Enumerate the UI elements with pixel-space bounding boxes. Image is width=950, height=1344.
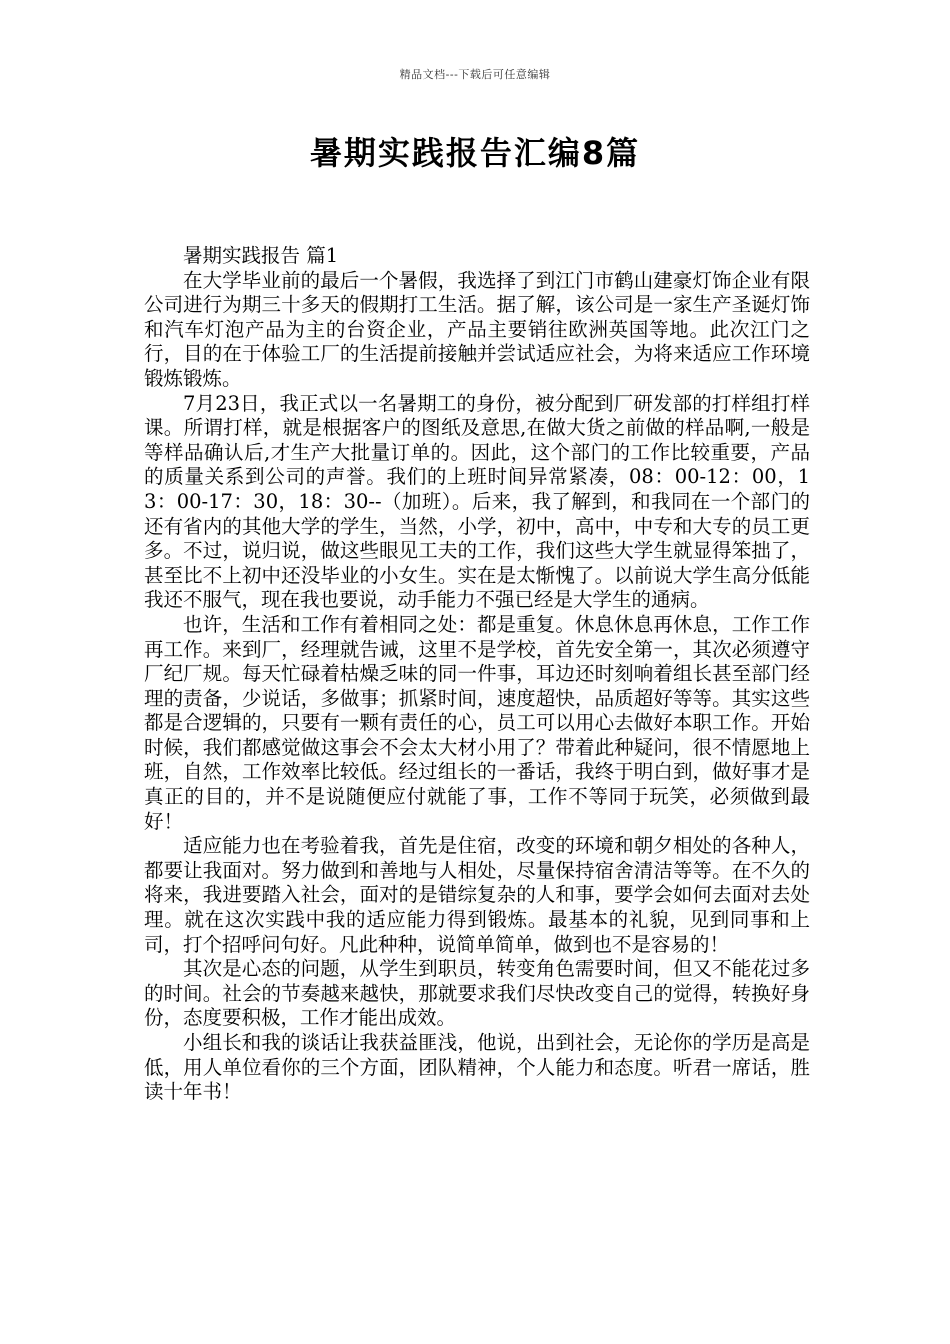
paragraph-adaptability: 适应能力也在考验着我，首先是住宿，改变的环境和朝夕相处的各种人，都要让我面对。努力做到和善地与人相处，尽量保持宿舍清洁等等。在不久的将来，我进要踏入社会，面对的是错综复杂的人和事，要学会如何去面对去处理。就在这次实践中我的适应能力得到锻炼。最基本的礼貌，见到同事和上司，打个招呼问句好。凡此种种，说简单简单，做到也不是容易的！ [144, 834, 810, 956]
paragraph-intro: 在大学毕业前的最后一个暑假，我选择了到江门市鹤山建豪灯饰企业有限公司进行为期三十多天的假期打工生活。据了解，该公司是一家生产圣诞灯饰和汽车灯泡产品为主的台资企业，产品主要销往欧洲英国等地。此次江门之行，目的在于体验工厂的生活提前接触并尝试适应社会，为将来适应工作环境锻炼锻炼。 [144, 268, 810, 390]
paragraph-mindset: 其次是心态的问题，从学生到职员，转变角色需要时间，但又不能花过多的时间。社会的节奏越来越快，那就要求我们尽快改变自己的觉得，转换好身份，态度要积极，工作才能出成效。 [144, 957, 810, 1030]
document-body [144, 244, 810, 1105]
document-title: 暑期实践报告汇编8篇 [309, 134, 641, 172]
page-header-note: 精品文档---下载后可任意编辑 [399, 68, 551, 81]
paragraph-assignment: 7月23日，我正式以一名暑期工的身份，被分配到厂研发部的打样组打样课。所谓打样，就是根据客户的图纸及意思,在做大货之前做的样品啊,一般是等样品确认后,才生产大批量订单的。因此，这个部门的工作比较重要，产品的质量关系到公司的声誉。我们的上班时间异常紧凑，08：00-12：00，13：00-17：30，18：30--（加班）。后来，我了解到，和我同在一个部门的还有省内的其他大学的学生，当然，小学，初中，高中，中专和大专的员工更多。不过，说归说，做这些眼见工夫的工作，我们这些大学生就显得笨拙了，甚至比不上初中还没毕业的小女生。实在是太惭愧了。以前说大学生高分低能我还不服气，现在我也要说，动手能力不强已经是大学生的通病。 [144, 391, 810, 612]
paragraph-advice: 小组长和我的谈话让我获益匪浅，他说，出到社会，无论你的学历是高是低，用人单位看你的三个方面，团队精神，个人能力和态度。听君一席话，胜读十年书！ [144, 1031, 810, 1104]
section-heading: 暑期实践报告 篇1 [183, 244, 339, 267]
paragraph-work-routine: 也许，生活和工作有着相同之处：都是重复。休息休息再休息，工作工作再工作。来到厂，经理就告诫，这里不是学校，首先安全第一，其次必须遵守厂纪厂规。每天忙碌着枯燥乏味的同一件事，耳边还时刻响着组长甚至部门经理的责备，少说话，多做事；抓紧时间，速度超快，品质超好等等。其实这些都是合逻辑的，只要有一颗有责任的心，员工可以用心去做好本职工作。开始时候，我们都感觉做这事会不会太大材小用了？带着此种疑问，很不情愿地上班，自然，工作效率比较低。经过组长的一番话，我终于明白到，做好事才是真正的目的，并不是说随便应付就能了事，工作不等同于玩笑，必须做到最好！ [144, 612, 810, 833]
